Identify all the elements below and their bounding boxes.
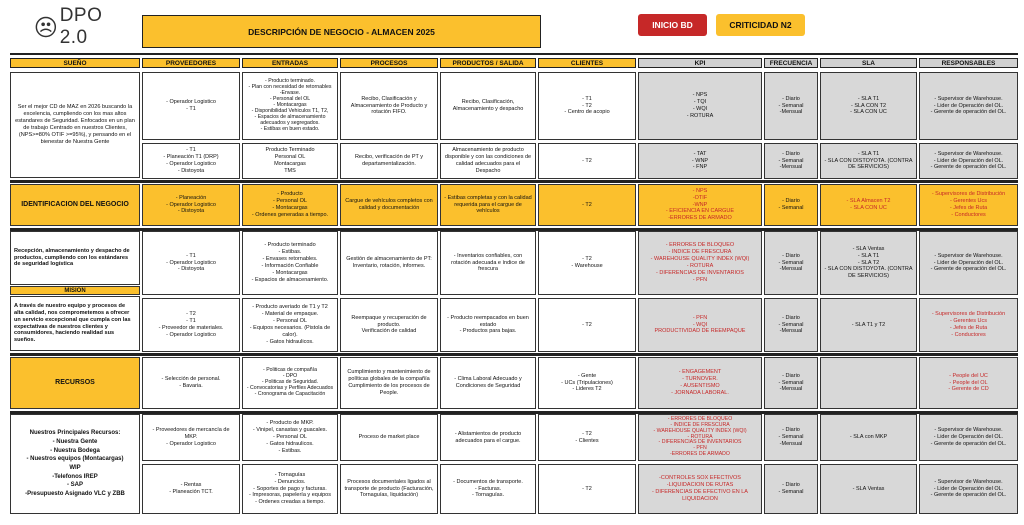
row2-entradas: Producto Terminado Personal OL Montacargas TMS [242, 143, 338, 179]
inicio-bd-button[interactable]: INICIO BD [638, 14, 707, 36]
row1-entradas: - Producto terminado. - Plan con necesidad de retornables -Envase. - Personal del OL - Montacargas - Disponibilidad Vehiculos T1, T2, - Espacios de almacenamiento adecuados y segregados. - Estibas en buen estado. [242, 72, 338, 140]
criticidad-n2-button[interactable]: CRITICIDAD N2 [716, 14, 805, 36]
mision-text: A través de nuestro equipo y procesos de alta calidad, nos comprometemos a ofrecer un servicio excepcional que cumpla con las expectativas de nuestros clientes y consumidores, haciendo realidad sus sueños. [10, 296, 140, 351]
row2-kpi: - TAT - WNP - FNP [638, 143, 762, 179]
col-header-procesos: PROCESOS [340, 58, 438, 68]
row5-procesos: Reempaque y recuperación de producto. Verificación de calidad [340, 298, 438, 352]
identificacion-label: IDENTIFICACION DEL NEGOCIO [10, 184, 140, 226]
row8-proveedores: - Rentas - Planeación TCT. [142, 464, 240, 514]
recursos-label: RECURSOS [10, 357, 140, 409]
row4-clientes: - T2 - Warehouse [538, 231, 636, 295]
row7-productos: - Alistamientos de producto adecuados para el cargue. [440, 414, 536, 461]
col-header-proveedores: PROVEEDORES [142, 58, 240, 68]
row2-responsables: - Supervisor de Warehouse. - Lider de Operación del OL. - Gerente de operación del OL. [919, 143, 1018, 179]
header-divider [10, 53, 1018, 55]
row5-sla: - SLA T1 y T2 [820, 298, 917, 352]
row6-clientes: - Gente - UCs (Tripulaciones) - Lideres T2 [538, 357, 636, 409]
row4-kpi: - ERRORES DE BLOQUEO - INDICE DE FRESCURA - WAREHOUSE QUALITY INDEX (WQI) - ROTURA - DIFERENCIAS DE INVENTARIOS - PFN [638, 231, 762, 295]
row7-responsables: - Supervisor de Warehouse. - Lider de Operación del OL. - Gerente de operación del OL. [919, 414, 1018, 461]
row5-productos: - Producto reempacados en buen estado - Productos para bajas. [440, 298, 536, 352]
col-header-responsables: RESPONSABLES [919, 58, 1018, 68]
row5-frecuencia: - Diario - Semanal -Mensual [764, 298, 818, 352]
row7-procesos: Proceso de market place [340, 414, 438, 461]
row8-productos: - Documentos de transporte. - Facturas. - Tornaguías. [440, 464, 536, 514]
row3-productos: - Estibas completas y con la calidad requerida para el cargue de vehículos [440, 184, 536, 226]
row7-clientes: - T2 - Clientes [538, 414, 636, 461]
row3-procesos: Cargue de vehículos completos con calidad y documentación [340, 184, 438, 226]
row1-procesos: Recibo, Clasificación y Almacenamiento de Producto y rotación FIFO. [340, 72, 438, 140]
row3-kpi: - NPS -OTIF -WNP - EFICIENCIA EN CARGUE -ERRORES DE ARMADO [638, 184, 762, 226]
row3-entradas: - Producto - Personal OL - Montacargas - Ordenes generadas a tiempo. [242, 184, 338, 226]
row6-responsables: - People del UC - People del OL - Gerente de CD [919, 357, 1018, 409]
row1-responsables: - Supervisor de Warehouse. - Lider de Operación del OL. - Gerente de operación del OL. [919, 72, 1018, 140]
row8-sla: - SLA Ventas [820, 464, 917, 514]
row-separator [10, 353, 1018, 356]
row3-clientes: - T2 [538, 184, 636, 226]
row8-clientes: - T2 [538, 464, 636, 514]
logo-text: DPO 2.0 [59, 5, 103, 48]
row5-responsables: - Supervisores de Distribución - Gerentes Ucs - Jefes de Ruta - Conductores [919, 298, 1018, 352]
row1-sla: - SLA T1 - SLA CON T2 - SLA CON UC [820, 72, 917, 140]
row8-responsables: - Supervisor de Warehouse. - Lider de Operación del OL. - Gerente de operación del OL. [919, 464, 1018, 514]
row4-frecuencia: - Diario - Semanal -Mensual [764, 231, 818, 295]
row6-kpi: - ENGAGEMENT - TURNOVER. - AUSENTISMO - JORNADA LABORAL. [638, 357, 762, 409]
row4-entradas: - Producto terminado - Estibas. - Envases retornables. - Información Confiable - Montacargas - Espacios de almacenamiento. [242, 231, 338, 295]
col-header-productos: PRODUCTOS / SALIDA [440, 58, 536, 68]
row3-frecuencia: - Diario - Semanal [764, 184, 818, 226]
row1-productos: Recibo, Clasificación, Almacenamiento y despacho [440, 72, 536, 140]
row7-proveedores: - Proveedores de mercancía de MKP. - Operador Logistico [142, 414, 240, 461]
page-title: DESCRIPCIÓN DE NEGOCIO - ALMACEN 2025 [142, 15, 541, 48]
logo [35, 5, 135, 48]
row-separator [10, 180, 1018, 183]
row4-proveedores: - T1 - Operador Logistico - Distoyota [142, 231, 240, 295]
row6-entradas: - Politicas de compañía - DPO - Politicas de Seguridad. - Convocatorias y Perfiles Adecuados - Cronograma de Capacitación [242, 357, 338, 409]
row3-sla: - SLA Almacen T2 - SLA CON UC [820, 184, 917, 226]
row3-proveedores: - Planeación - Operador Logistico - Distoyota [142, 184, 240, 226]
col-header-clientes: CLIENTES [538, 58, 636, 68]
row6-proveedores: - Selección de personal. - Bavaria. [142, 357, 240, 409]
row5-entradas: - Producto averiado de T1 y T2 - Material de empaque. - Personal OL - Equipos necesarios. (Pistola de calor). - Gatos hidraulicos. [242, 298, 338, 352]
col-header-sueno: SUEÑO [10, 58, 140, 68]
row8-kpi: -CONTROLES SOX EFECTIVOS -LIQUIDACION DE RUTAS - DIFERENCIAS DE EFECTIVO EN LA LIQUIDACION [638, 464, 762, 514]
row2-frecuencia: - Diario - Semanal -Mensual [764, 143, 818, 179]
col-header-kpi: KPI [638, 58, 762, 68]
row4-sla: - SLA Ventas - SLA T1 - SLA T2 - SLA CON DISTOYOTA. (CONTRA DE SERVICIOS) [820, 231, 917, 295]
row5-proveedores: - T2 - T1 - Proveedor de materiales. - Operador Logistico [142, 298, 240, 352]
row3-responsables: - Supervisores de Distribución - Gerentes Ucs - Jefes de Ruta - Conductores [919, 184, 1018, 226]
row7-entradas: - Producto de MKP. - Vinipel, canastas y guacales. - Personal OL - Gatos hidraulicos. - Estibas. [242, 414, 338, 461]
row4-productos: - Inventarios confiables, con rotación adecuada e índice de frescura [440, 231, 536, 295]
col-header-sla: SLA [820, 58, 917, 68]
row6-frecuencia: - Diario - Semanal -Mensual [764, 357, 818, 409]
row7-kpi: - ERRORES DE BLOQUEO - INDICE DE FRESCURA - WAREHOUSE QUALITY INDEX (WQI) - ROTURA - DIFERENCIAS DE INVENTARIOS - PFN -ERRORES DE ARMADO [638, 414, 762, 461]
row2-sla: - SLA T1 - SLA CON DISTOYOTA. (CONTRA DE SERVICIOS) [820, 143, 917, 179]
sueno-text: Ser el mejor CD de MAZ en 2026 buscando la excelencia, cumpliendo con los mas altos estandares de Seguridad. Enfocados en un plan de trabajo Centrado en nuestros Clientes, (NPS>=80% OTIF >=95%), y pensando en el bienestar de Nuestra Gente [10, 72, 140, 178]
row1-kpi: - NPS - TQI - WQI - ROTURA [638, 72, 762, 140]
row2-procesos: Recibo, verificación de PT y departamentalización. [340, 143, 438, 179]
row2-productos: Almacenamiento de producto disponible y con las condiciones de calidad adecuados para el Despacho [440, 143, 536, 179]
row5-kpi: - PFN - WQI PRODUCTIVIDAD DE REEMPAQUE [638, 298, 762, 352]
recepcion-text: Recepción, almacenamiento y despacho de productos, cumpliendo con los estándares de seguridad logística [10, 231, 140, 285]
row8-entradas: - Tornaguías - Denuncios. - Soportes de pago y facturas. - Impresoras, papelería y equipos - Ordenes creadas a tiempo. [242, 464, 338, 514]
row4-responsables: - Supervisor de Warehouse. - Lider de Operación del OL. - Gerente de operación del OL. [919, 231, 1018, 295]
col-header-entradas: ENTRADAS [242, 58, 338, 68]
mision-label: MISION [10, 286, 140, 295]
row4-procesos: Gestión de almacenamiento de PT: Inventario, rotación, informes. [340, 231, 438, 295]
row7-frecuencia: - Diario - Semanal -Mensual [764, 414, 818, 461]
col-header-frecuencia: FRECUENCIA [764, 58, 818, 68]
row1-proveedores: - Operador Logistico - T1 [142, 72, 240, 140]
row6-sla [820, 357, 917, 409]
row1-clientes: - T1 - T2 - Centro de acopio [538, 72, 636, 140]
row5-clientes: - T2 [538, 298, 636, 352]
row2-proveedores: - T1 - Planeación T1 (DRP) - Operador Logistico - Distoyota [142, 143, 240, 179]
row7-sla: - SLA con MKP [820, 414, 917, 461]
row6-procesos: Cumplimiento y mantenimiento de políticas globales de la compañía Cumplimiento de los procesos de People. [340, 357, 438, 409]
row6-productos: - Clima Laboral Adecuado y Condiciones de Seguridad [440, 357, 536, 409]
principales-recursos-text: Nuestros Principales Recursos: - Nuestra Gente - Nuestra Bodega - Nuestros equipos (Montacargas) WIP -Telefonos IREP - SAP -Presupuesto Asignado VLC y ZBB [10, 414, 140, 514]
people-logo-icon [35, 16, 57, 38]
row2-clientes: - T2 [538, 143, 636, 179]
row8-procesos: Procesos documentales ligados al transporte de producto (Facturación, Tornaguías, liquidación) [340, 464, 438, 514]
row8-frecuencia: - Diario - Semanal [764, 464, 818, 514]
row1-frecuencia: - Diario - Semanal -Mensual [764, 72, 818, 140]
